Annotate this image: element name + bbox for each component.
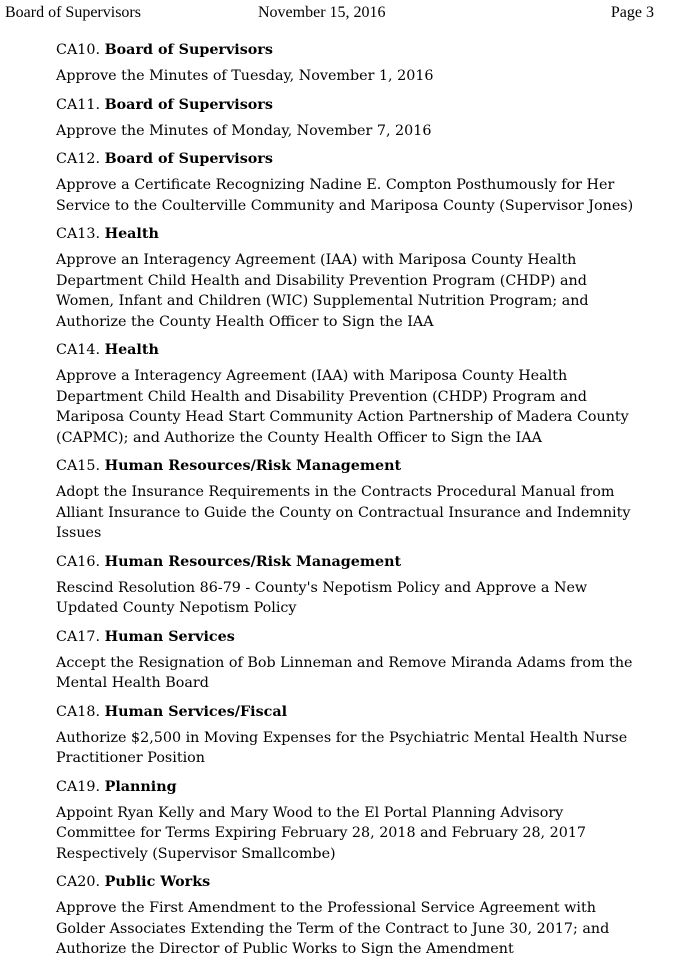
agenda-item-description: Approve the First Amendment to the Professional Service Agreement with Golder Associates Extending the Term of the Contract to June 30, 2017; and Authorize the Director of Public Works to Sign the Amendment: [56, 900, 610, 957]
agenda-item: [56, 777, 656, 865]
agenda-item-title: [56, 95, 656, 115]
agenda-item: [56, 552, 656, 619]
agenda-item-title: [56, 40, 656, 60]
agenda-item: [56, 149, 656, 216]
agenda-item: [56, 702, 656, 769]
agenda-item-department: Human Resources/Risk Management: [104, 553, 402, 570]
agenda-item-number: CA13.: [56, 226, 101, 242]
agenda-item-description: Approve a Certificate Recognizing Nadine E. Compton Posthumously for Her Service to the Coulterville Community and Mariposa County (Supervisor Jones): [56, 177, 634, 214]
agenda-item-department: Board of Supervisors: [104, 42, 273, 58]
agenda-item-title: [56, 702, 656, 722]
agenda-item-title: [56, 149, 656, 169]
agenda-item-department: Board of Supervisors: [104, 96, 273, 113]
agenda-item-department: Public Works: [104, 874, 211, 890]
agenda-item-title: [56, 627, 656, 647]
agenda-item: [56, 224, 656, 332]
agenda-item-number: CA17.: [56, 628, 101, 645]
agenda-item-description: Approve the Minutes of Tuesday, November 1, 2016: [56, 68, 434, 84]
agenda-item-department: Health: [104, 342, 159, 358]
agenda-item-department: Human Services: [104, 628, 235, 645]
agenda-item-description: Adopt the Insurance Requirements in the Contracts Procedural Manual from Alliant Insurance to Guide the County on Contractual Insurance and Indemnity Issues: [56, 484, 631, 541]
agenda-item-description: Rescind Resolution 86-79 - County's Nepotism Policy and Approve a New Updated County Nepotism Policy: [56, 579, 588, 616]
agenda-item: [56, 340, 656, 448]
agenda-item: [56, 40, 656, 87]
agenda-item-title: [56, 456, 656, 476]
agenda-item: [56, 627, 656, 694]
agenda-item-description: Approve a Interagency Agreement (IAA) with Mariposa County Health Department Child Health and Disability Prevention (CHDP) Program and Mariposa County Head Start Community Action Partnership of Madera County (CAPMC); and Authorize the County Health Officer to Sign the IAA: [56, 368, 629, 446]
agenda-item-title: [56, 224, 656, 244]
agenda-item-number: CA14.: [56, 342, 101, 358]
agenda-item-number: CA10.: [56, 42, 101, 58]
agenda-item-description: Approve an Interagency Agreement (IAA) with Mariposa County Health Department Child Health and Disability Prevention Program (CHDP) and Women, Infant and Children (WIC) Supplemental Nutrition Program; and Authorize the County Health Officer to Sign the IAA: [56, 252, 589, 330]
agenda-item-number: CA15.: [56, 458, 101, 474]
consent-agenda-list: [56, 40, 656, 968]
agenda-item-department: Health: [104, 226, 159, 242]
agenda-item-title: [56, 552, 656, 572]
agenda-item-description: Accept the Resignation of Bob Linneman and Remove Miranda Adams from the Mental Health Board: [56, 654, 633, 691]
header-meeting-date: November 15, 2016: [258, 4, 386, 21]
header-page-number: Page 3: [610, 4, 654, 21]
agenda-item: [56, 456, 656, 544]
agenda-item-department: Board of Supervisors: [104, 151, 273, 167]
agenda-item: [56, 95, 656, 142]
agenda-item-title: [56, 777, 656, 797]
agenda-item-department: Planning: [104, 778, 177, 795]
agenda-item-number: CA19.: [56, 778, 101, 795]
agenda-item-title: [56, 340, 656, 360]
agenda-item-number: CA20.: [56, 874, 101, 890]
agenda-item-description: Approve the Minutes of Monday, November 7, 2016: [56, 122, 432, 139]
agenda-item-number: CA11.: [56, 96, 101, 113]
agenda-item-department: Human Services/Fiscal: [104, 703, 288, 720]
agenda-item-title: [56, 872, 656, 892]
agenda-item-department: Human Resources/Risk Management: [104, 458, 402, 474]
page-header: [0, 4, 680, 24]
header-board-name: Board of Supervisors: [5, 4, 141, 21]
agenda-item-description: Authorize $2,500 in Moving Expenses for the Psychiatric Mental Health Nurse Practitioner Position: [56, 729, 628, 766]
agenda-item-number: CA12.: [56, 151, 101, 167]
agenda-item-number: CA18.: [56, 703, 101, 720]
agenda-item-description: Appoint Ryan Kelly and Mary Wood to the El Portal Planning Advisory Committee for Terms Expiring February 28, 2018 and February 28, 2017 Respectively (Supervisor Smallcombe): [56, 804, 587, 862]
agenda-item-number: CA16.: [56, 553, 101, 570]
agenda-item: [56, 872, 656, 960]
